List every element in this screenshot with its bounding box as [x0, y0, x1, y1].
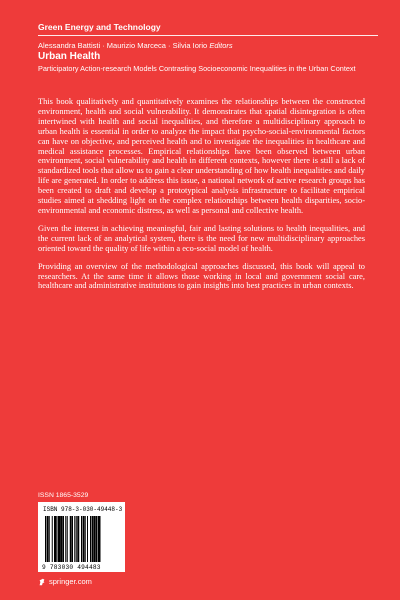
series-title: Green Energy and Technology	[38, 22, 161, 32]
editors-label: Editors	[209, 41, 233, 50]
blurb-paragraph: Providing an overview of the methodological approaches discussed, this book will appeal to researchers. At the same time it allows those working in local and government social care, healthcare and administrative institutions to gain insights into best practices in urban contexts.	[38, 261, 365, 291]
book-subtitle: Participatory Action-research Models Contrasting Socioeconomic Inequalities in the Urban Context	[38, 64, 356, 73]
blurb	[38, 97, 365, 299]
isbn-barcode	[38, 502, 125, 572]
issn: ISSN 1865-3529	[38, 492, 89, 499]
springer-horse-icon	[38, 578, 46, 586]
barcode-bars	[45, 516, 120, 562]
barcode-digits: 9 783030 494483	[42, 564, 101, 571]
isbn-text: ISBN 978-3-030-49448-3	[43, 506, 123, 513]
editor-names: Alessandra Battisti · Maurizio Marceca · Silvia Iorio	[38, 41, 208, 50]
book-title: Urban Health	[38, 51, 101, 62]
publisher-link[interactable]: springer.com	[49, 577, 92, 586]
editors-line	[38, 41, 233, 50]
blurb-paragraph: This book qualitatively and quantitatively examines the relationships between the constructed environment, health and social vulnerability. It demonstrates that spatial disintegration is often intertwined with health and social inequalities, and therefore a multidisciplinary approach to urban health is essential in order to analyze the impact that psycho-social-environmental factors can have on objective, and perceived health and to investigate the inequalities in healthcare and medical assistance processes. Empirical relationships have been observed between urban environment, social vulnerability and health in different contexts, however there is still a lack of standardized tools that allow us to gain a clear understanding of how health inequalities and daily life are generated. In order to address this issue, a national network of active research groups has been created to draft and develop a prototypical analysis infrastructure to facilitate empirical studies aimed at shedding light on the complex relationships between health disparities, socio-environmental and economic distress, as well as personal and collective health.	[38, 97, 365, 215]
header-divider	[38, 35, 378, 36]
publisher-brand	[38, 577, 92, 586]
blurb-paragraph: Given the interest in achieving meaningful, fair and lasting solutions to health inequalities, and the current lack of an analytical system, there is the need for new multidisciplinary approaches oriented toward the quality of life within a eco-social model of health.	[38, 223, 365, 253]
